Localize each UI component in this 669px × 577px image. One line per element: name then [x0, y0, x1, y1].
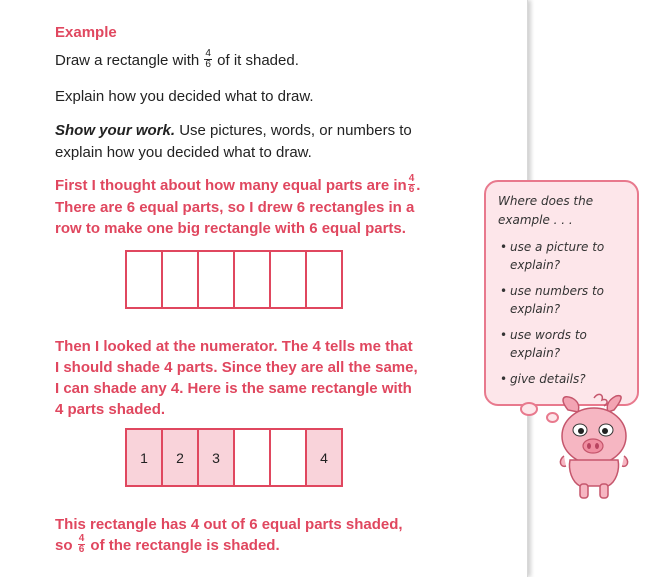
checklist-item [498, 238, 627, 274]
para3-text-post: of the rectangle is shaded. [90, 537, 280, 554]
fraction-denominator: 6 [205, 58, 211, 70]
fraction-four-sixths-2 [408, 174, 416, 195]
bubble-question [498, 192, 627, 230]
para2-line-1: Then I looked at the numerator. The 4 tells me that [55, 338, 413, 355]
pig-mascot-icon [550, 390, 640, 505]
para3-line-2 [55, 532, 403, 557]
show-work-line-1 [55, 120, 412, 142]
solution-paragraph-1 [55, 172, 421, 239]
thought-bubble [484, 180, 639, 406]
fraction-numerator: 4 [408, 172, 415, 184]
checklist-item-line-1: • use a picture to [510, 240, 605, 254]
fraction-denominator: 6 [408, 183, 415, 195]
checklist-item-line-1: • use numbers to [510, 284, 605, 298]
solution-paragraph-3 [55, 514, 403, 557]
checklist-item-line-1: • give details? [510, 372, 586, 386]
bubble-question-line-2: example . . . [498, 213, 573, 227]
rectangle-part [235, 252, 271, 307]
para2-line-3: I can shade any 4. Here is the same rectangle with [55, 380, 412, 397]
rectangle-part [127, 252, 163, 307]
bubble-question-line-1: Where does the [498, 194, 594, 208]
shaded-part: 4 [307, 430, 341, 485]
rectangle-part [271, 252, 307, 307]
example-heading: Example [55, 24, 117, 41]
shaded-part: 2 [163, 430, 199, 485]
para2-line-4: 4 parts shaded. [55, 401, 166, 418]
prompt-text-pre: Draw a rectangle with [55, 52, 200, 69]
para1-line-3: row to make one big rectangle with 6 equal parts. [55, 219, 406, 237]
six-part-rectangle [125, 250, 343, 309]
para1-line-2: There are 6 equal parts, so I drew 6 rectangles in a [55, 198, 415, 216]
rectangle-part [307, 252, 341, 307]
fraction-numerator: 4 [205, 47, 211, 59]
para3-line-1: This rectangle has 4 out of 6 equal parts shaded, [55, 516, 403, 533]
checklist-item-line-2: explain? [510, 258, 561, 272]
shaded-part: 1 [127, 430, 163, 485]
fraction-numerator: 4 [78, 532, 85, 544]
show-work-text-1: Use pictures, words, or numbers to [179, 122, 412, 139]
unshaded-part [271, 430, 307, 485]
prompt-text-post: of it shaded. [217, 52, 299, 69]
para3-text-pre: so [55, 537, 73, 554]
example-prompt [55, 47, 299, 72]
fraction-four-sixths [204, 49, 212, 70]
rectangle-part [163, 252, 199, 307]
show-work-bold: Show your work. [55, 122, 176, 139]
para1-line-1: First I thought about how many equal parts are in $\frac{4}{6}$ . [55, 172, 421, 195]
para2-line-2: I should shade 4 parts. Since they are all the same, [55, 359, 418, 376]
para1-text-1: First I thought about how many equal parts are in [55, 177, 407, 194]
thought-dot-large [520, 402, 538, 416]
solution-paragraph-2 [55, 336, 418, 420]
rectangle-part [199, 252, 235, 307]
checklist-item-line-2: explain? [510, 346, 561, 360]
shaded-part: 3 [199, 430, 235, 485]
unshaded-part [235, 430, 271, 485]
shaded-rectangle [125, 428, 343, 487]
bubble-checklist [498, 238, 627, 388]
checklist-item [498, 370, 627, 388]
checklist-item-line-1: • use words to [510, 328, 587, 342]
checklist-item [498, 326, 627, 362]
explain-instruction: Explain how you decided what to draw. [55, 88, 314, 105]
fraction-four-sixths-3 [78, 534, 86, 555]
show-work-instruction [55, 120, 412, 164]
checklist-item-line-2: explain? [510, 302, 561, 316]
fraction-denominator: 6 [78, 543, 85, 555]
checklist-item [498, 282, 627, 318]
show-work-line-2: explain how you decided what to draw. [55, 144, 312, 161]
